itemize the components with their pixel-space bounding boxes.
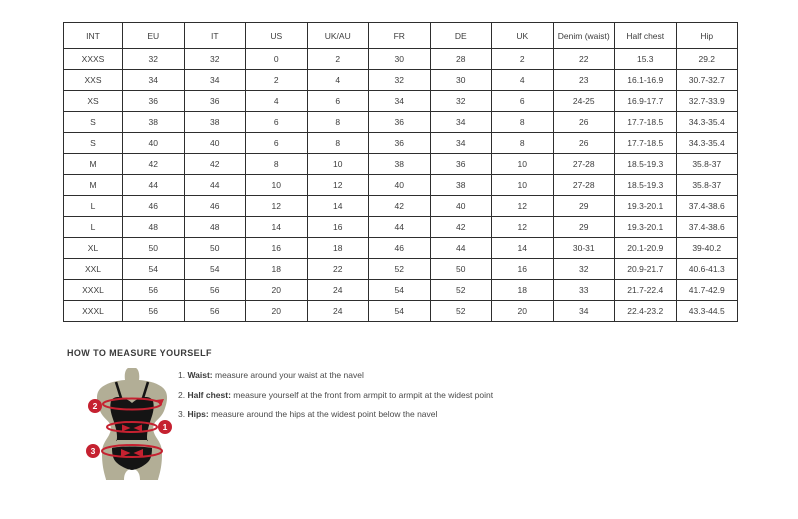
table-cell: 20 xyxy=(246,301,308,322)
table-cell: 37.4-38.6 xyxy=(676,217,738,238)
table-cell: 30 xyxy=(369,49,431,70)
table-cell: 18 xyxy=(307,238,369,259)
table-cell: 32 xyxy=(369,70,431,91)
table-cell: 42 xyxy=(430,217,492,238)
column-header: UK/AU xyxy=(307,23,369,49)
table-cell: 56 xyxy=(123,280,185,301)
table-row xyxy=(64,301,738,322)
table-cell: 48 xyxy=(123,217,185,238)
column-header: UK xyxy=(492,23,554,49)
table-cell: 38 xyxy=(184,112,246,133)
table-cell: 18.5-19.3 xyxy=(615,175,677,196)
table-cell: 42 xyxy=(369,196,431,217)
table-cell: 24 xyxy=(307,301,369,322)
table-cell: 34 xyxy=(430,112,492,133)
step-label: Waist: xyxy=(187,370,213,380)
svg-text:2: 2 xyxy=(92,401,98,411)
measurement-figure xyxy=(78,366,188,506)
table-cell: 42 xyxy=(184,154,246,175)
table-cell: 6 xyxy=(307,91,369,112)
table-cell: XS xyxy=(64,91,123,112)
table-cell: 2 xyxy=(492,49,554,70)
table-cell: 40 xyxy=(184,133,246,154)
table-cell: 10 xyxy=(307,154,369,175)
table-cell: 8 xyxy=(492,133,554,154)
table-cell: 46 xyxy=(123,196,185,217)
table-row xyxy=(64,280,738,301)
table-cell: 19.3-20.1 xyxy=(615,217,677,238)
table-cell: 26 xyxy=(553,133,615,154)
table-cell: 14 xyxy=(492,238,554,259)
table-cell: 8 xyxy=(492,112,554,133)
column-header: INT xyxy=(64,23,123,49)
step-label: Hips: xyxy=(187,409,209,419)
column-header: US xyxy=(246,23,308,49)
table-cell: 10 xyxy=(246,175,308,196)
table-cell: 34 xyxy=(369,91,431,112)
table-cell: 17.7-18.5 xyxy=(615,112,677,133)
table-cell: 32.7-33.9 xyxy=(676,91,738,112)
table-cell: 20.1-20.9 xyxy=(615,238,677,259)
table-cell: 2 xyxy=(307,49,369,70)
table-row xyxy=(64,259,738,280)
step-number: 1. xyxy=(178,370,188,380)
table-cell: 0 xyxy=(246,49,308,70)
table-cell: S xyxy=(64,112,123,133)
column-header: Half chest xyxy=(615,23,677,49)
table-cell: 8 xyxy=(307,133,369,154)
table-cell: 36 xyxy=(369,133,431,154)
table-row xyxy=(64,133,738,154)
table-cell: XXXS xyxy=(64,49,123,70)
table-cell: 8 xyxy=(307,112,369,133)
column-header: FR xyxy=(369,23,431,49)
table-cell: 34 xyxy=(430,133,492,154)
table-cell: 34.3-35.4 xyxy=(676,112,738,133)
step-number: 2. xyxy=(178,389,188,400)
table-cell: 20 xyxy=(246,280,308,301)
badge-hips xyxy=(86,444,100,458)
table-cell: 36 xyxy=(123,91,185,112)
measure-step xyxy=(178,366,738,386)
table-cell: 4 xyxy=(307,70,369,91)
table-cell: 50 xyxy=(184,238,246,259)
table-cell: 12 xyxy=(492,217,554,238)
table-cell: 50 xyxy=(123,238,185,259)
table-cell: 44 xyxy=(184,175,246,196)
table-cell: 46 xyxy=(184,196,246,217)
table-cell: 34 xyxy=(553,301,615,322)
table-cell: 6 xyxy=(246,133,308,154)
table-cell: 2 xyxy=(246,70,308,91)
table-cell: 12 xyxy=(246,196,308,217)
table-cell: 16 xyxy=(492,259,554,280)
column-header: Hip xyxy=(676,23,738,49)
table-cell: 36 xyxy=(184,91,246,112)
table-cell: 10 xyxy=(492,154,554,175)
table-cell: 18 xyxy=(492,280,554,301)
table-cell: 12 xyxy=(307,175,369,196)
step-text: measure around your waist at the navel xyxy=(212,370,364,380)
table-row xyxy=(64,112,738,133)
table-cell: S xyxy=(64,133,123,154)
table-row xyxy=(64,70,738,91)
table-cell: 24-25 xyxy=(553,91,615,112)
table-cell: 32 xyxy=(553,259,615,280)
table-cell: 18.5-19.3 xyxy=(615,154,677,175)
table-cell: 29.2 xyxy=(676,49,738,70)
table-cell: 56 xyxy=(184,301,246,322)
step-text: measure around the hips at the widest point below the navel xyxy=(208,409,438,419)
table-cell: 33 xyxy=(553,280,615,301)
table-cell: 35.8-37 xyxy=(676,154,738,175)
size-chart-table xyxy=(63,22,738,322)
table-row xyxy=(64,49,738,70)
table-cell: 52 xyxy=(369,259,431,280)
table-row xyxy=(64,238,738,259)
table-cell: 17.7-18.5 xyxy=(615,133,677,154)
table-cell: 35.8-37 xyxy=(676,175,738,196)
table-cell: 52 xyxy=(430,280,492,301)
measure-section-title: HOW TO MEASURE YOURSELF xyxy=(67,348,212,358)
table-cell: 34 xyxy=(184,70,246,91)
table-cell: 34 xyxy=(123,70,185,91)
table-cell: 8 xyxy=(246,154,308,175)
measure-step xyxy=(178,405,738,425)
table-cell: 44 xyxy=(123,175,185,196)
table-cell: 14 xyxy=(246,217,308,238)
table-cell: 27-28 xyxy=(553,154,615,175)
table-cell: 40 xyxy=(430,196,492,217)
table-cell: 6 xyxy=(246,112,308,133)
table-cell: 18 xyxy=(246,259,308,280)
mannequin-illustration-icon xyxy=(78,366,188,506)
table-cell: M xyxy=(64,154,123,175)
table-cell: 16 xyxy=(246,238,308,259)
table-cell: 44 xyxy=(369,217,431,238)
table-cell: 41.7-42.9 xyxy=(676,280,738,301)
table-cell: 16.9-17.7 xyxy=(615,91,677,112)
table-cell: 32 xyxy=(430,91,492,112)
table-cell: 23 xyxy=(553,70,615,91)
table-cell: XXXL xyxy=(64,280,123,301)
table-cell: 21.7-22.4 xyxy=(615,280,677,301)
size-table-body xyxy=(64,49,738,322)
table-cell: 44 xyxy=(430,238,492,259)
table-cell: 38 xyxy=(123,112,185,133)
table-cell: 56 xyxy=(123,301,185,322)
table-cell: 54 xyxy=(369,280,431,301)
table-row xyxy=(64,154,738,175)
table-cell: 22.4-23.2 xyxy=(615,301,677,322)
table-row xyxy=(64,91,738,112)
table-cell: 40 xyxy=(123,133,185,154)
measure-steps xyxy=(178,366,738,425)
table-cell: 30-31 xyxy=(553,238,615,259)
svg-text:3: 3 xyxy=(90,446,96,456)
table-cell: 42 xyxy=(123,154,185,175)
table-cell: 28 xyxy=(430,49,492,70)
table-cell: XXXL xyxy=(64,301,123,322)
table-cell: XXL xyxy=(64,259,123,280)
table-cell: M xyxy=(64,175,123,196)
table-cell: 19.3-20.1 xyxy=(615,196,677,217)
measure-step xyxy=(178,386,738,406)
step-text: measure yourself at the front from armpit to armpit at the widest point xyxy=(230,389,494,400)
table-cell: 40 xyxy=(369,175,431,196)
table-cell: 20.9-21.7 xyxy=(615,259,677,280)
table-cell: 6 xyxy=(492,91,554,112)
table-cell: XXS xyxy=(64,70,123,91)
table-cell: 52 xyxy=(430,301,492,322)
table-cell: 16.1-16.9 xyxy=(615,70,677,91)
table-cell: L xyxy=(64,217,123,238)
table-cell: 43.3-44.5 xyxy=(676,301,738,322)
table-cell: L xyxy=(64,196,123,217)
table-cell: 12 xyxy=(492,196,554,217)
table-cell: 37.4-38.6 xyxy=(676,196,738,217)
table-cell: 56 xyxy=(184,280,246,301)
step-label: Half chest: xyxy=(187,389,231,400)
column-header: EU xyxy=(123,23,185,49)
table-row xyxy=(64,175,738,196)
table-cell: 46 xyxy=(369,238,431,259)
table-cell: 10 xyxy=(492,175,554,196)
table-cell: 29 xyxy=(553,217,615,238)
table-cell: 54 xyxy=(184,259,246,280)
table-cell: 16 xyxy=(307,217,369,238)
table-cell: 38 xyxy=(369,154,431,175)
column-header: Denim (waist) xyxy=(553,23,615,49)
table-cell: 50 xyxy=(430,259,492,280)
badge-chest xyxy=(88,399,102,413)
table-cell: 22 xyxy=(307,259,369,280)
table-cell: 24 xyxy=(307,280,369,301)
table-cell: 32 xyxy=(184,49,246,70)
table-cell: 34.3-35.4 xyxy=(676,133,738,154)
table-cell: 38 xyxy=(430,175,492,196)
size-table-head-row xyxy=(64,23,738,49)
table-cell: 22 xyxy=(553,49,615,70)
table-cell: 14 xyxy=(307,196,369,217)
table-cell: 4 xyxy=(492,70,554,91)
table-cell: 36 xyxy=(369,112,431,133)
table-cell: 4 xyxy=(246,91,308,112)
table-cell: 26 xyxy=(553,112,615,133)
table-cell: 54 xyxy=(123,259,185,280)
svg-text:1: 1 xyxy=(162,422,168,432)
table-cell: XL xyxy=(64,238,123,259)
table-cell: 30 xyxy=(430,70,492,91)
column-header: DE xyxy=(430,23,492,49)
table-row xyxy=(64,196,738,217)
table-cell: 32 xyxy=(123,49,185,70)
table-cell: 30.7-32.7 xyxy=(676,70,738,91)
table-cell: 40.6-41.3 xyxy=(676,259,738,280)
table-cell: 29 xyxy=(553,196,615,217)
column-header: IT xyxy=(184,23,246,49)
badge-waist xyxy=(158,420,172,434)
table-cell: 15.3 xyxy=(615,49,677,70)
table-row xyxy=(64,217,738,238)
table-cell: 39-40.2 xyxy=(676,238,738,259)
table-cell: 27-28 xyxy=(553,175,615,196)
step-number: 3. xyxy=(178,409,188,419)
table-cell: 48 xyxy=(184,217,246,238)
table-cell: 36 xyxy=(430,154,492,175)
table-cell: 20 xyxy=(492,301,554,322)
table-cell: 54 xyxy=(369,301,431,322)
